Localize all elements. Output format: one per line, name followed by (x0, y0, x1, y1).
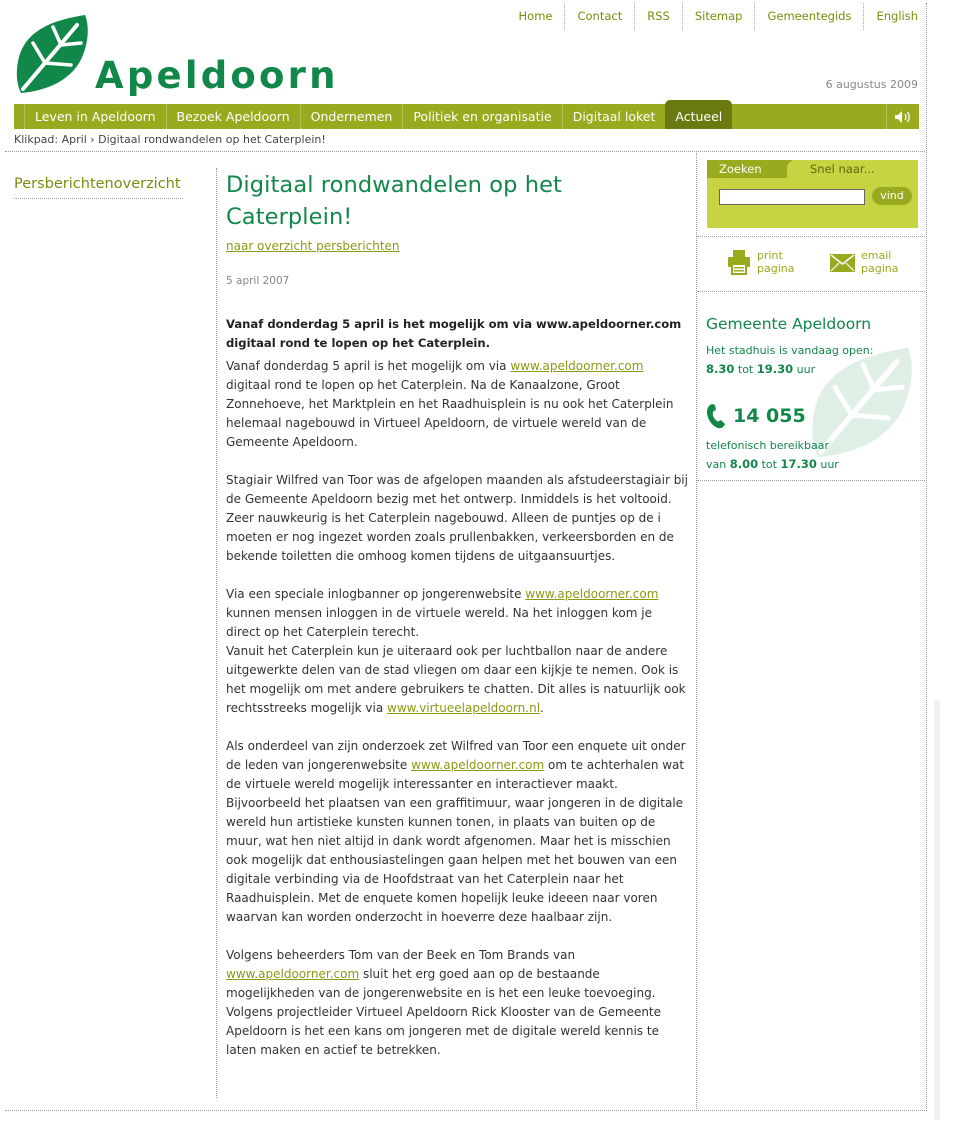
search-box (707, 160, 918, 228)
current-date: 6 augustus 2009 (825, 78, 918, 91)
site-logo[interactable] (15, 13, 339, 95)
apeldoorner-link[interactable]: www.apeldoorner.com (411, 758, 545, 772)
gemeente-info (706, 315, 918, 475)
top-link-gemeentegids[interactable]: Gemeentegids (754, 3, 863, 30)
top-links (507, 3, 926, 30)
phone-number[interactable]: 14 055 (733, 405, 806, 427)
top-link-rss[interactable]: RSS (634, 3, 682, 30)
apeldoorner-link[interactable]: www.apeldoorner.com (525, 587, 659, 601)
nav-item-actueel[interactable]: Actueel (665, 100, 732, 129)
email-page-link[interactable]: email pagina (830, 249, 898, 275)
leaf-logo-icon (15, 13, 91, 95)
top-link-contact[interactable]: Contact (564, 3, 634, 30)
phone-number-block (706, 403, 806, 429)
column-divider-left (216, 168, 217, 1098)
article-lead: Vanaf donderdag 5 april is het mogelijk om via www.apeldoorner.com digitaal rond te lopen op het Caterplein. (226, 317, 682, 350)
nav-item-politiek[interactable]: Politiek en organisatie (402, 104, 561, 129)
apeldoorner-link[interactable]: www.apeldoorner.com (226, 967, 360, 981)
header-divider (5, 151, 925, 152)
column-divider-right (696, 153, 697, 1111)
envelope-icon (830, 254, 855, 272)
page-frame (5, 3, 927, 1111)
top-link-home[interactable]: Home (518, 9, 553, 23)
nav-item-ondernemen[interactable]: Ondernemen (300, 104, 403, 129)
article-paragraph: Als onderdeel van zijn onderzoek zet Wilfred van Toor een enquete uit onder de leden van jongerenwebsite www.apeldoorner.com om te achterhalen wat de virtuele wereld mogelijk interessanter en interactiever maakt. Bijvoorbeeld het plaatsen van een graffitimuur, waar jongeren in de digitale wereld hun artistieke kunsten kunnen tonen, in plaats van buiten op de muur, wat hen niet altijd in dank wordt afgenomen. Maar het is misschien ook mogelijk dat enthousiastelingen gaan helpen met het bouwen van een digitale verbinding via de Hoofdstraat van het Caterplein naar het Raadhuisplein. Met de enquete komen hopelijk leuke ideeen naar voren waarvan kan worden onderzocht in hoeverre deze haalbaar zijn. (226, 739, 686, 924)
apeldoorner-link[interactable]: www.apeldoorner.com (510, 359, 644, 373)
speaker-icon (894, 110, 912, 124)
search-input[interactable] (719, 189, 865, 205)
article-paragraph: Vanuit het Caterplein kun je uiteraard ook per luchtballon naar de andere uitgewerkte delen van de stad vliegen om daar een kijkje te nemen. Ook is het mogelijk om met andere gebruikers te chatten. Dit alles is natuurlijk ook rechtsstreeks mogelijk via www.virtueelapeldoorn.nl. (226, 644, 686, 715)
left-nav-title[interactable]: Persberichtenoverzicht (14, 176, 183, 199)
nav-item-leven[interactable]: Leven in Apeldoorn (24, 104, 166, 129)
printer-icon (727, 249, 751, 275)
opening-hours-label: Het stadhuis is vandaag open: (706, 344, 874, 357)
breadcrumb: Klikpad: April › Digitaal rondwandelen op het Caterplein! (14, 133, 326, 146)
nav-item-digitaal-loket[interactable]: Digitaal loket (562, 104, 666, 129)
opening-hours: 8.30 tot 19.30 uur (706, 362, 816, 376)
print-page-link[interactable]: print pagina (727, 249, 794, 275)
article (226, 170, 689, 1060)
search-button[interactable]: vind (872, 187, 912, 205)
top-link-sitemap[interactable]: Sitemap (682, 3, 755, 30)
tab-snel-naar[interactable]: Snel naar... (787, 160, 918, 178)
main-nav (14, 104, 919, 129)
page-shadow (934, 700, 940, 1120)
article-paragraph: Volgens beheerders Tom van der Beek en Tom Brands van www.apeldoorner.com sluit het erg goed aan op de bestaande mogelijkheden van de jongerenwebsite en is het een leuke toevoeging. Volgens projectleider Virtueel Apeldoorn Rick Klooster van de Gemeente Apeldoorn is het een kans om jongeren met de digitale wereld kennis te laten maken en actief te betrekken. (226, 948, 662, 1057)
gemeente-title: Gemeente Apeldoorn (706, 315, 872, 333)
article-title: Digitaal rondwandelen op het Caterplein! (226, 172, 562, 230)
nav-item-bezoek[interactable]: Bezoek Apeldoorn (166, 104, 300, 129)
logo-wordmark: Apeldoorn (95, 54, 339, 97)
back-to-overview-link[interactable]: naar overzicht persberichten (226, 239, 400, 253)
left-column (14, 176, 210, 199)
top-link-english[interactable]: English (863, 3, 926, 30)
tab-zoeken[interactable]: Zoeken (707, 160, 787, 178)
article-paragraph: Via een speciale inlogbanner op jongerenwebsite www.apeldoorner.com kunnen mensen inloggen in de virtuele wereld. Na het inloggen kom je direct op het Caterplein terecht. (226, 587, 659, 639)
article-paragraph: Stagiair Wilfred van Toor was de afgelopen maanden als afstudeerstagiair bij de Gemeente Apeldoorn bezig met het ontwerp. Inmiddels is het voltooid. Zeer nauwkeurig is het Caterplein nagebouwd. Alleen de puntjes op de i moeten er nog ingezet worden zoals prullenbakken, verkeersborden en de bekende toiletten die omhoog komen tijdens de uitgaansuurtjes. (226, 473, 688, 563)
phone-reach-label: telefonisch bereikbaar (706, 439, 829, 452)
phone-reach-hours: van 8.00 tot 17.30 uur (706, 457, 839, 471)
readspeaker-button[interactable] (886, 104, 919, 129)
article-paragraph: Vanaf donderdag 5 april is het mogelijk om via www.apeldoorner.com digitaal rond te lopen op het Caterplein. Na de Kanaalzone, Groot Zonnehoeve, het Marktplein en het Raadhuisplein is nu ook het Caterplein helemaal nagebouwd in Virtueel Apeldoorn, de virtuele wereld van de Gemeente Apeldoorn. (226, 359, 674, 449)
phone-icon (706, 403, 728, 429)
virtueelapeldoorn-link[interactable]: www.virtueelapeldoorn.nl (387, 701, 541, 715)
article-date: 5 april 2007 (226, 275, 290, 287)
